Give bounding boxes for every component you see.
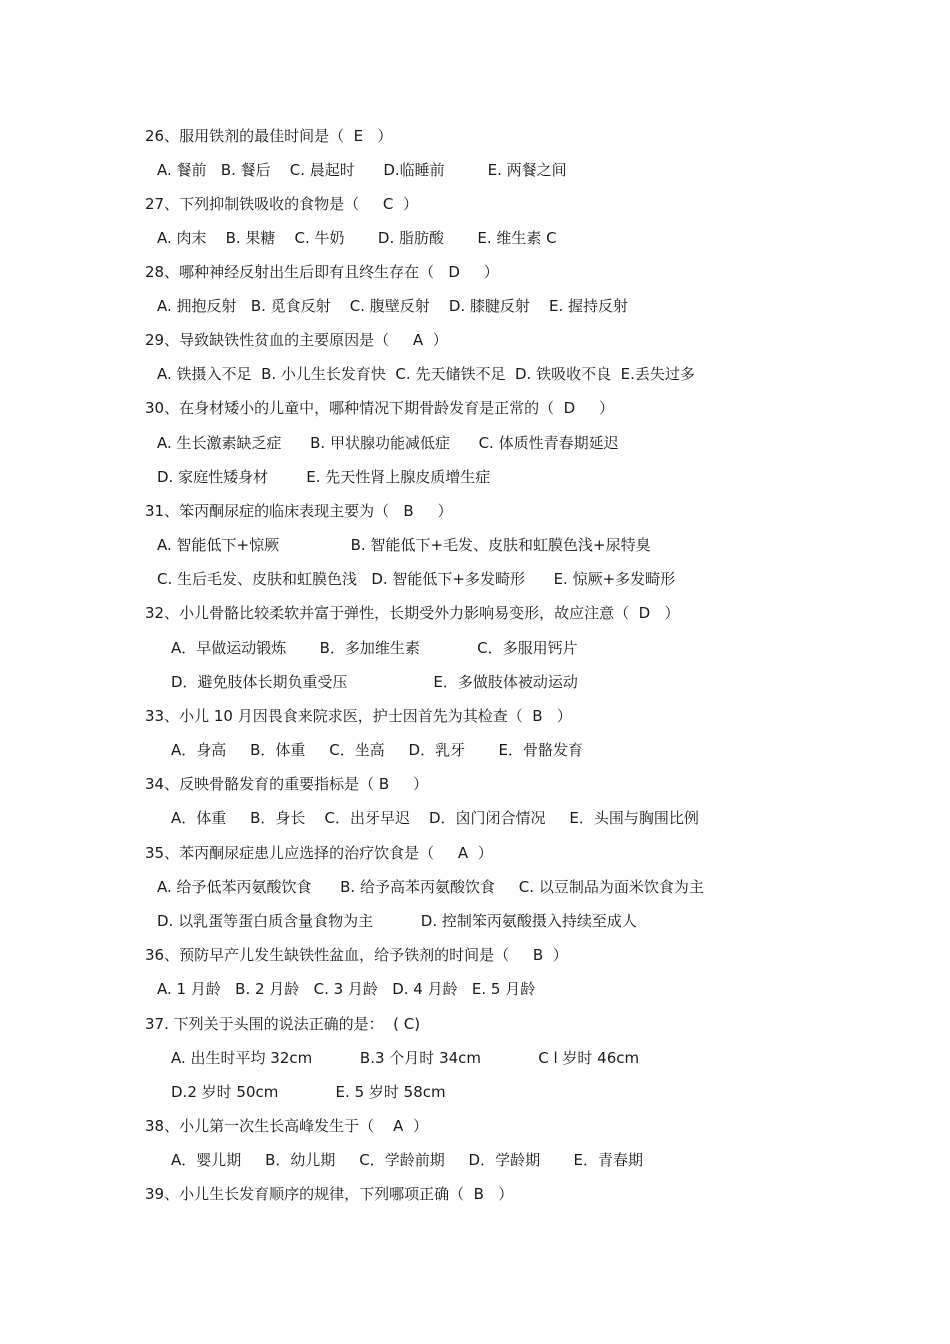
options-38: A．婴儿期 B．幼儿期 C．学龄前期 D．学龄期 E．青春期	[171, 1151, 643, 1169]
options-33: A．身高 B．体重 C．坐高 D．乳牙 E．骨骼发育	[171, 741, 583, 759]
question-35: 35、苯丙酮尿症患儿应选择的治疗饮食是（ A ）	[145, 844, 493, 862]
options-28: A. 拥抱反射 B. 觅食反射 C. 腹壁反射 D. 膝腱反射 E. 握持反射	[157, 297, 628, 315]
options-30-b: D. 家庭性矮身材 E. 先天性肾上腺皮质增生症	[157, 468, 491, 486]
question-37: 37. 下列关于头围的说法正确的是： ( C)	[145, 1015, 421, 1033]
options-37-a: A. 出生时平均 32cm B.3 个月时 34cm C l 岁时 46cm	[171, 1049, 640, 1067]
question-34: 34、反映骨骼发育的重要指标是（ B ）	[145, 775, 428, 793]
question-33: 33、小儿 10 月因畏食来院求医，护士因首先为其检查（ B ）	[145, 707, 572, 725]
options-36: A. 1 月龄 B. 2 月龄 C. 3 月龄 D. 4 月龄 E. 5 月龄	[157, 980, 536, 998]
options-35-a: A. 给予低苯丙氨酸饮食 B. 给予高苯丙氨酸饮食 C. 以豆制品为面米饮食为主	[157, 878, 704, 896]
question-29: 29、导致缺铁性贫血的主要原因是（ A ）	[145, 331, 448, 349]
question-27: 27、下列抑制铁吸收的食物是（ C ）	[145, 195, 418, 213]
question-31: 31、笨丙酮尿症的临床表现主要为（ B ）	[145, 502, 453, 520]
options-27: A. 肉末 B. 果糖 C. 牛奶 D. 脂肪酸 E. 维生素 C	[157, 229, 557, 247]
options-34: A．体重 B．身长 C．出牙早迟 D．囟门闭合情况 E．头围与胸围比例	[171, 809, 699, 827]
question-39: 39、小儿生长发育顺序的规律，下列哪项正确（ B ）	[145, 1185, 514, 1203]
options-31-b: C. 生后毛发、皮肤和虹膜色浅 D. 智能低下+多发畸形 E. 惊厥+多发畸形	[157, 570, 676, 588]
options-26: A. 餐前 B. 餐后 C. 晨起时 D.临睡前 E. 两餐之间	[157, 161, 567, 179]
options-32-b: D．避免肢体长期负重受压 E．多做肢体被动运动	[171, 673, 578, 691]
question-32: 32、小儿骨骼比较柔软并富于弹性，长期受外力影响易变形，故应注意（ D ）	[145, 604, 680, 622]
options-29: A. 铁摄入不足 B. 小儿生长发育快 C. 先天储铁不足 D. 铁吸收不良 E.丢失过多	[157, 365, 695, 383]
options-37-b: D.2 岁时 50cm E. 5 岁时 58cm	[171, 1083, 446, 1101]
options-32-a: A．早做运动锻炼 B．多加维生素 C．多服用钙片	[171, 639, 578, 657]
question-38: 38、小儿第一次生长高峰发生于（ A ）	[145, 1117, 428, 1135]
options-31-a: A. 智能低下+惊厥 B. 智能低下+毛发、皮肤和虹膜色浅+尿特臭	[157, 536, 651, 554]
question-26: 26、服用铁剂的最佳时间是（ E ）	[145, 127, 393, 145]
question-28: 28、哪种神经反射出生后即有且终生存在（ D ）	[145, 263, 499, 281]
question-30: 30、在身材矮小的儿童中，哪种情况下期骨龄发育是正常的（ D ）	[145, 399, 615, 417]
options-30-a: A. 生长激素缺乏症 B. 甲状腺功能减低症 C. 体质性青春期延迟	[157, 434, 619, 452]
options-35-b: D. 以乳蛋等蛋白质含量食物为主 D. 控制笨丙氨酸摄入持续至成人	[157, 912, 637, 930]
question-36: 36、预防早产儿发生缺铁性盆血，给予铁剂的时间是（ B ）	[145, 946, 568, 964]
